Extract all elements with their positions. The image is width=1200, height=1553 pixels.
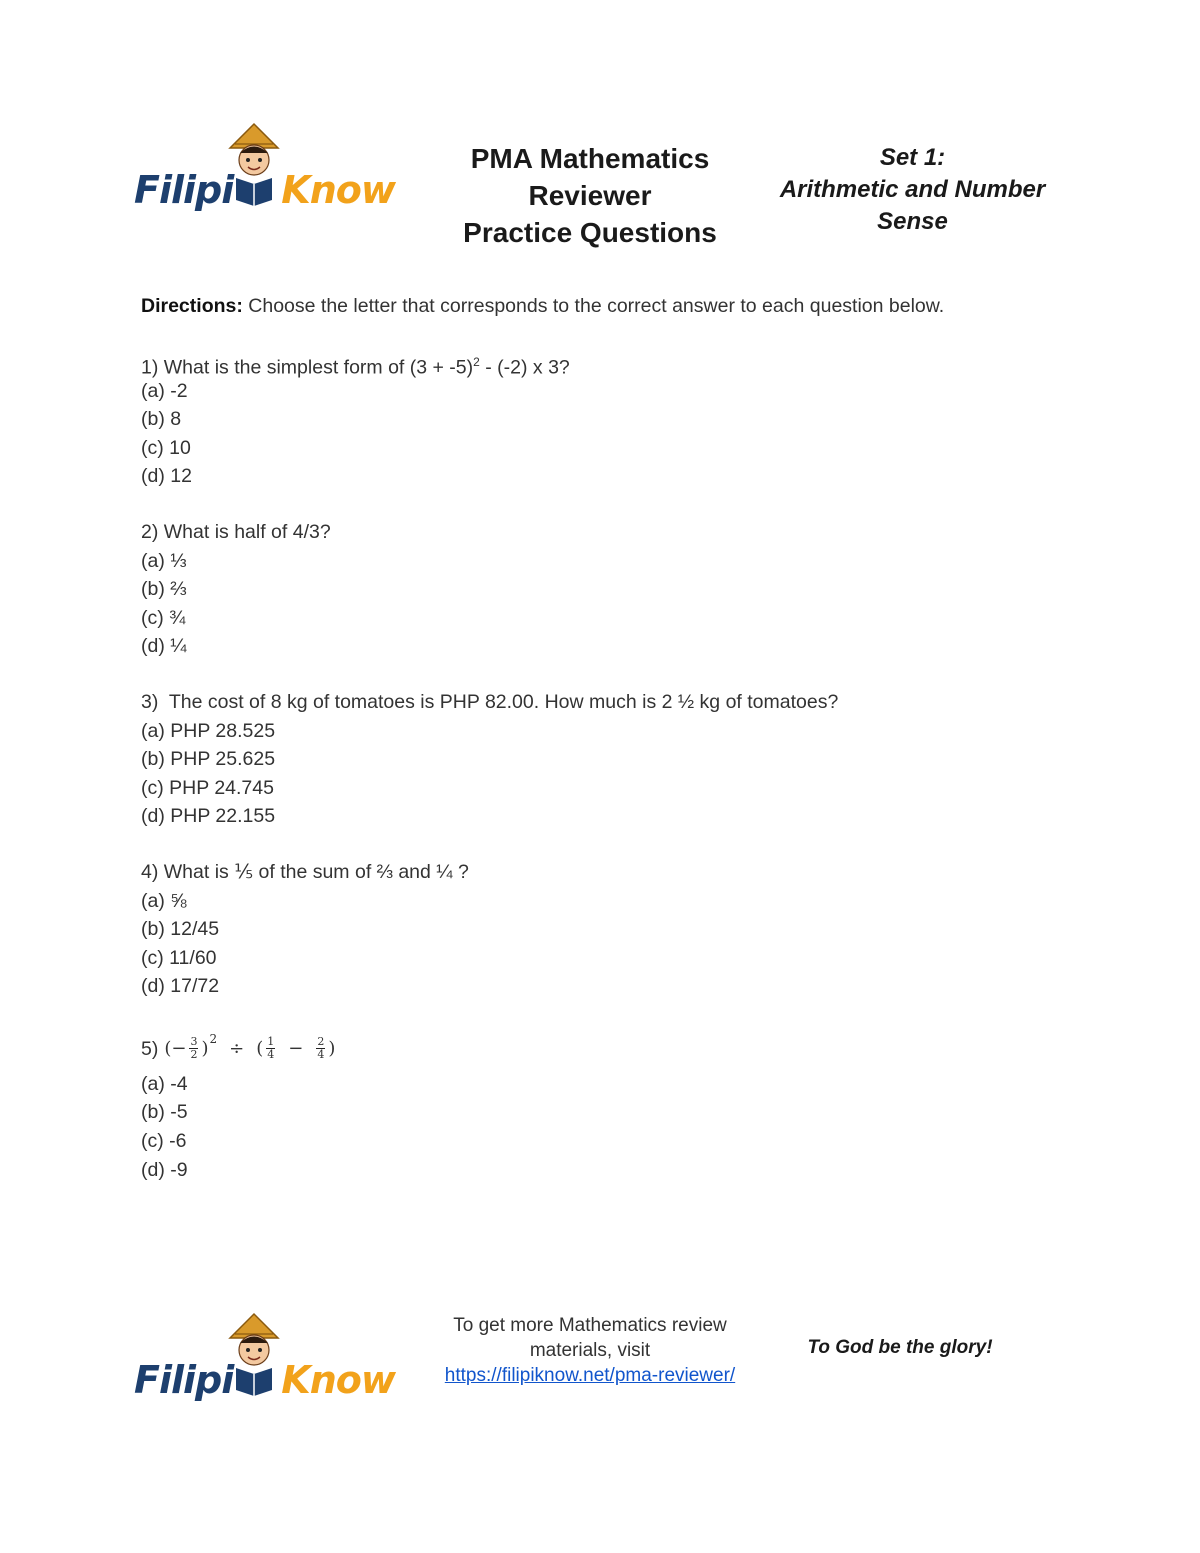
- option-a: (a) PHP 28.525: [141, 719, 276, 742]
- logo-text-know: Know: [281, 168, 395, 212]
- math-open-paren: (: [256, 1037, 264, 1059]
- title-line: Practice Questions: [463, 217, 717, 248]
- exponent: 2: [209, 1031, 218, 1046]
- option-c: (c) ¾: [141, 606, 186, 629]
- question-number: 3): [141, 690, 159, 713]
- option-c: (c) PHP 24.745: [141, 776, 274, 799]
- logo-text-know: Know: [281, 1358, 395, 1402]
- option-d: (d) 12: [141, 465, 192, 488]
- page-title: [430, 140, 750, 251]
- fraction-denominator: 4: [267, 1048, 275, 1062]
- fraction-numerator: 3: [190, 1035, 198, 1049]
- fraction-numerator: 2: [317, 1035, 325, 1049]
- question-text-part: What is the simplest form of (3 + -5): [158, 356, 474, 379]
- math-close-paren: ): [328, 1037, 336, 1059]
- footer-message: To get more Mathematics review materials, visit: [453, 1315, 727, 1361]
- filipiknow-logo-top: [132, 120, 402, 220]
- option-b: (b) PHP 25.625: [141, 748, 276, 771]
- motto: To God be the glory!: [807, 1337, 993, 1358]
- question-text: [141, 518, 1101, 547]
- option-a: (a) -2: [141, 379, 188, 402]
- filipiknow-logo-bottom: [132, 1310, 402, 1410]
- question-text: [141, 1028, 1101, 1070]
- fraction-denominator: 4: [317, 1048, 325, 1062]
- directions: [141, 292, 1101, 320]
- option-b: (b) ⅔: [141, 578, 187, 601]
- option-a: (a) ⅓: [141, 549, 187, 572]
- fraction: [189, 1036, 198, 1061]
- option-d: (d) PHP 22.155: [141, 805, 276, 828]
- set-label: [760, 142, 1065, 238]
- fraction-denominator: 2: [190, 1048, 198, 1062]
- logo-text-filipi: Filipi: [134, 1358, 234, 1402]
- question-text: [141, 858, 1101, 887]
- superscript: 2: [473, 355, 480, 369]
- divide-sign: ÷: [229, 1037, 245, 1059]
- question-number: 2): [141, 520, 159, 543]
- directions-text: Choose the letter that corresponds to the correct answer to each question below.: [242, 295, 945, 317]
- fraction: [316, 1036, 325, 1061]
- fraction-numerator: 1: [267, 1035, 275, 1049]
- option-c: (c) 11/60: [141, 946, 217, 969]
- question-text-part: The cost of 8 kg of tomatoes is PHP 82.00. How much is 2 ½ kg of tomatoes?: [158, 690, 839, 713]
- question-5: [141, 1028, 1101, 1184]
- option-c: (c) 10: [141, 436, 191, 459]
- question-text-part: What is ⅕ of the sum of ⅔ and ¼ ?: [158, 860, 469, 883]
- footer-text: [440, 1313, 740, 1388]
- question-2: [141, 518, 1101, 661]
- option-c: (c) -6: [141, 1130, 187, 1153]
- question-text-part: - (-2) x 3?: [479, 356, 570, 379]
- set-line: Arithmetic and Number: [779, 176, 1046, 203]
- question-1: [141, 348, 1101, 491]
- footer-link[interactable]: https://filipiknow.net/pma-reviewer/: [444, 1365, 736, 1386]
- option-d: (d) ¼: [141, 635, 187, 658]
- title-line: Reviewer: [528, 180, 652, 211]
- option-b: (b) -5: [141, 1101, 188, 1124]
- option-b: (b) 8: [141, 408, 182, 431]
- question-number: 1): [141, 356, 159, 379]
- question-number: 4): [141, 860, 159, 883]
- math-open-paren: (−: [164, 1037, 187, 1059]
- fraction: [266, 1036, 275, 1061]
- set-line: Sense: [877, 208, 948, 235]
- option-d: (d) 17/72: [141, 975, 220, 998]
- minus-sign: −: [288, 1037, 304, 1059]
- math-close-paren: ): [201, 1037, 209, 1059]
- question-4: [141, 858, 1101, 1001]
- set-line: Set 1:: [879, 144, 946, 171]
- title-line: PMA Mathematics: [470, 143, 710, 174]
- option-a: (a) -4: [141, 1072, 188, 1095]
- question-text: [141, 348, 1101, 377]
- option-a: (a) ⅝: [141, 889, 187, 912]
- question-text: [141, 688, 1101, 717]
- questions-content: [141, 292, 1101, 1211]
- question-text-part: What is half of 4/3?: [158, 520, 331, 543]
- question-3: [141, 688, 1101, 831]
- logo-text-filipi: Filipi: [134, 168, 234, 212]
- math-expression: [164, 1028, 335, 1070]
- option-b: (b) 12/45: [141, 918, 220, 941]
- option-d: (d) -9: [141, 1158, 188, 1181]
- directions-label: Directions:: [141, 295, 243, 317]
- question-number: 5): [141, 1037, 159, 1060]
